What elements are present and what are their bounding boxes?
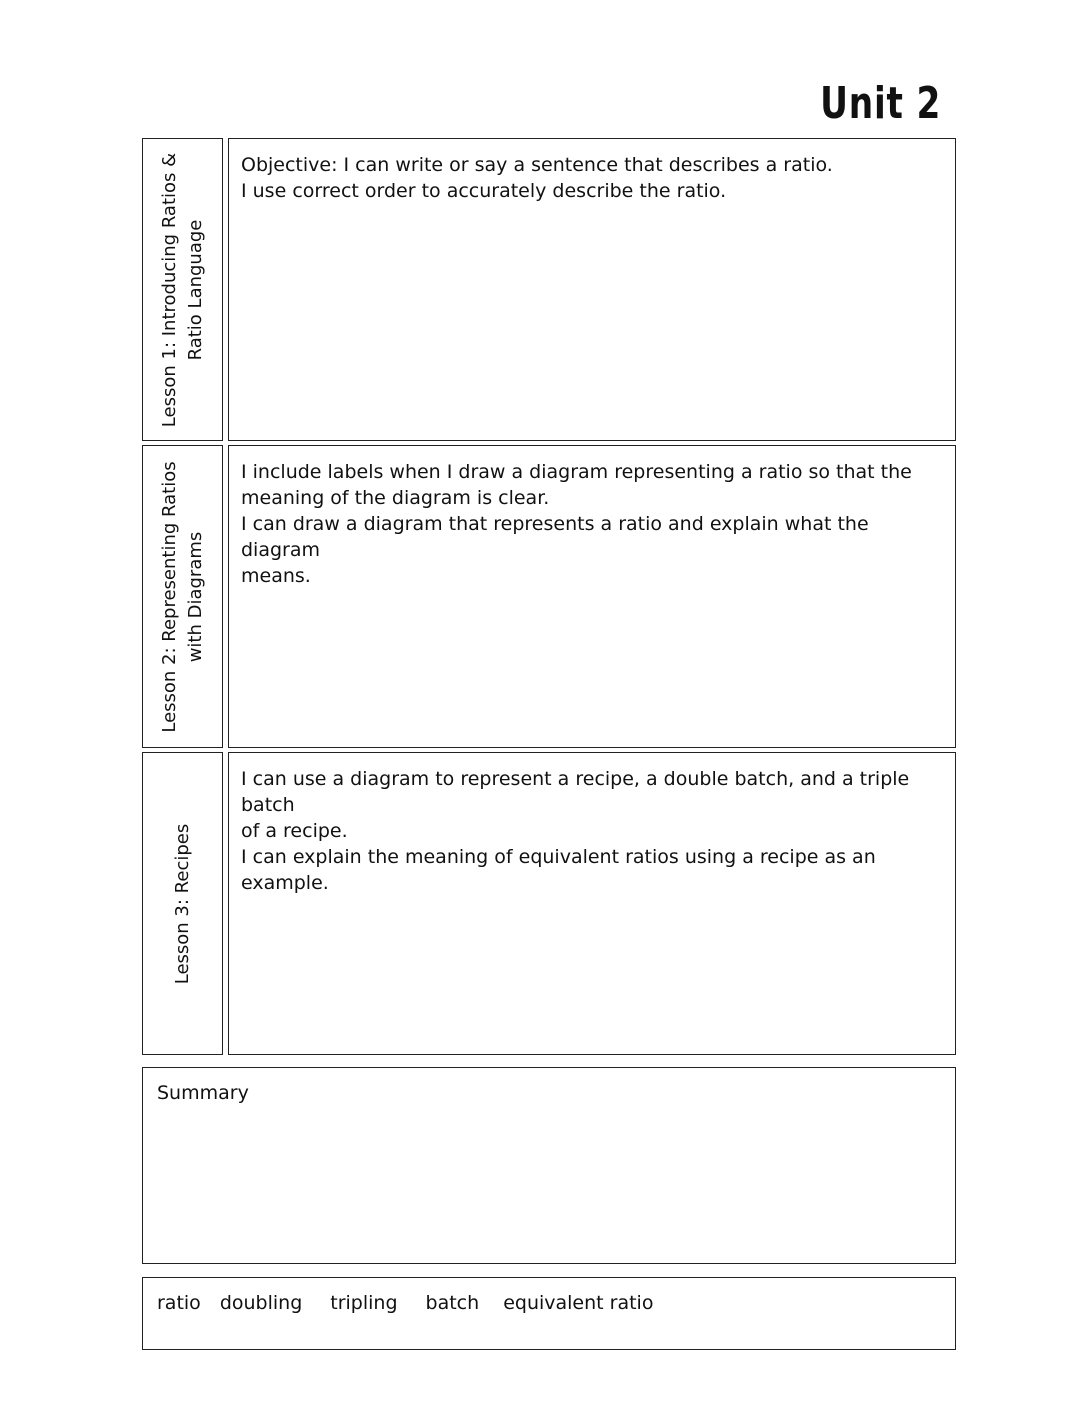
lesson-3-label-cell (142, 752, 223, 1055)
page-title: Unit 2 (820, 78, 941, 129)
lesson-2-title-line-2: with Diagrams (184, 531, 206, 662)
lesson-1-notes-cell[interactable] (228, 138, 956, 441)
vocab-word: ratio (157, 1292, 201, 1314)
lesson-1-title (157, 145, 209, 435)
lesson-1-objective-line-1: Objective: I can write or say a sentence that describes a ratio. (241, 154, 833, 176)
lesson-3-objective-line-1: I can use a diagram to represent a recipe, a double batch, and a triple batch (241, 768, 910, 816)
vocab-word: batch (425, 1292, 480, 1314)
lesson-1-title-line-1: Lesson 1: Introducing Ratios & (158, 152, 180, 427)
lesson-2-objective-line-3: I can draw a diagram that represents a ratio and explain what the diagram (241, 513, 869, 561)
lesson-2-objective-line-4: means. (241, 565, 311, 587)
lesson-3-objective-line-3: I can explain the meaning of equivalent ratios using a recipe as an example. (241, 846, 876, 894)
vocabulary-box (142, 1277, 956, 1350)
lesson-2-title (157, 452, 209, 742)
vocab-word: doubling (219, 1292, 303, 1314)
lesson-2-notes-cell[interactable] (228, 445, 956, 748)
vocab-word: tripling (330, 1292, 398, 1314)
lesson-1-label-cell (142, 138, 223, 441)
summary-label: Summary (157, 1082, 249, 1104)
lesson-2-label-cell (142, 445, 223, 748)
lesson-3-objective-line-2: of a recipe. (241, 820, 348, 842)
lesson-3-title-line-1: Lesson 3: Recipes (171, 823, 193, 984)
lesson-2-title-line-1: Lesson 2: Representing Ratios (158, 460, 180, 733)
summary-box[interactable] (142, 1067, 956, 1264)
lesson-3-notes-cell[interactable] (228, 752, 956, 1055)
lesson-1-objective-line-2: I use correct order to accurately describe the ratio. (241, 180, 727, 202)
lesson-3-title (170, 759, 196, 1049)
lesson-1-title-line-2: Ratio Language (184, 219, 206, 360)
vocab-word: equivalent ratio (503, 1292, 654, 1314)
lesson-2-objective-line-2: meaning of the diagram is clear. (241, 487, 550, 509)
lesson-2-objective-line-1: I include labels when I draw a diagram representing a ratio so that the (241, 461, 912, 483)
